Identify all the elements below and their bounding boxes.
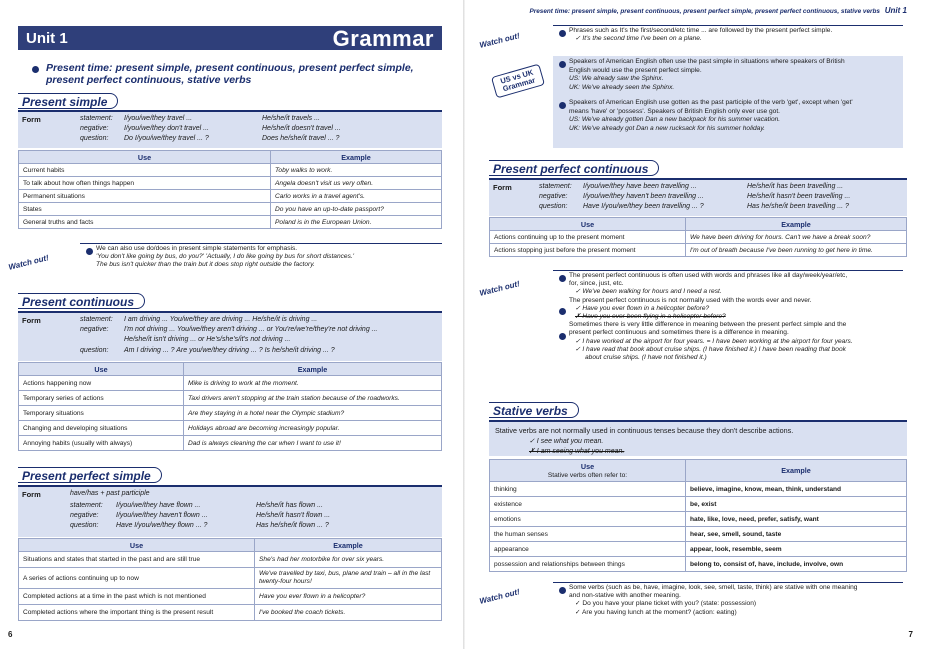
table-cell: belong to, consist of, have, include, involve, own	[686, 557, 907, 572]
form-row-label: statement:	[80, 115, 113, 122]
table-cell: Completed actions at a time in the past which is not mentioned	[19, 589, 255, 605]
note-line: Speakers of American English often use the past simple in situations where speakers of British	[569, 58, 845, 65]
table-header: Example	[686, 218, 907, 231]
form-row-a: Have I/you/we/they flown ... ?	[116, 522, 208, 529]
table-row	[19, 376, 442, 391]
table-row	[490, 497, 907, 512]
table-cell: Actions continuing up to the present moment	[490, 231, 686, 244]
note-line: ✓ I have read that book about cruise ships. (I have finished it.) I have been reading that book	[575, 345, 846, 353]
table-header: Use	[19, 151, 271, 164]
table-header: Use	[19, 539, 255, 552]
bullet-icon	[559, 333, 566, 340]
present-continuous-heading: Present continuous	[18, 293, 145, 309]
present-perfect-continuous-table	[489, 217, 907, 257]
table-cell: possession and relationships between things	[490, 557, 686, 572]
form-row-label: question:	[70, 522, 99, 529]
table-row	[19, 552, 442, 568]
watch-out-label: Watch out!	[478, 587, 521, 606]
table-header: Use	[490, 218, 686, 231]
form-row-label: statement:	[70, 502, 103, 509]
left-page	[0, 0, 464, 649]
note-line: The present perfect continuous is often used with words and phrases like all day/week/year/etc,	[569, 272, 848, 279]
table-row	[19, 605, 442, 621]
form-label: Form	[22, 490, 41, 499]
table-header: Example	[686, 460, 907, 482]
intro-bullet-icon	[32, 66, 39, 73]
form-row-label: question:	[80, 135, 109, 142]
table-cell: thinking	[490, 482, 686, 497]
form-row-label: negative:	[539, 193, 568, 200]
form-row-b: He/she/it travels ...	[262, 115, 320, 122]
table-row	[490, 231, 907, 244]
form-row-label: question:	[80, 347, 109, 354]
page-number: 6	[8, 630, 13, 639]
bullet-icon	[559, 61, 566, 68]
table-cell: Taxi drivers aren't stopping at the train station because of the roadworks.	[184, 391, 442, 406]
table-cell: emotions	[490, 512, 686, 527]
note-line: ✓ We've been walking for hours and I need a rest.	[575, 288, 722, 296]
us-uk-stamp: US vs UK Grammar	[491, 64, 545, 99]
watch-out-text	[569, 27, 899, 43]
form-row-label: statement:	[80, 316, 113, 323]
present-perfect-simple-form	[18, 485, 442, 537]
form-row-b: He/she/it hasn't flown ...	[256, 512, 331, 519]
table-subheader: Stative verbs often refer to:	[547, 471, 628, 479]
note-line: US: We already saw the Sphinx.	[569, 75, 664, 82]
table-row	[490, 244, 907, 257]
form-label: Form	[22, 316, 41, 325]
note-line: present perfect continuous and sometimes there is a difference in meaning.	[569, 329, 789, 337]
bullet-icon	[559, 275, 566, 282]
table-header: Example	[271, 151, 442, 164]
table-row	[490, 482, 907, 497]
form-row-label: negative:	[80, 125, 109, 132]
table-cell: States	[19, 203, 271, 216]
intro-heading: Present time: present simple, present continuous, present perfect simple, present perfect continuous, stative verbs	[46, 62, 414, 86]
unit-label: Unit 1	[26, 30, 68, 47]
watch-out-text	[569, 584, 903, 617]
table-header: Use	[19, 363, 184, 376]
table-cell: I'm out of breath because I've been running to get here in time.	[686, 244, 907, 257]
table-cell: Carlo works in a travel agent's.	[271, 190, 442, 203]
table-row	[19, 177, 442, 190]
form-row-label: question:	[539, 203, 568, 210]
running-head-unit: Unit 1	[884, 6, 907, 15]
form-row-label: negative:	[70, 512, 99, 519]
note-line: ✓ Have you ever flown in a helicopter before?	[575, 304, 710, 312]
note-line: ✗ Have you ever been flying in a helicopter before?	[575, 313, 726, 321]
table-cell: Poland is in the European Union.	[271, 216, 442, 229]
table-row	[19, 216, 442, 229]
page-number: 7	[908, 630, 913, 639]
form-row-label: negative:	[80, 326, 109, 333]
table-cell: We've travelled by taxi, bus, plane and train – all in the last twenty-four hours!	[255, 568, 442, 589]
present-continuous-table	[18, 362, 442, 451]
table-cell: We have been driving for hours. Can't we have a break soon?	[686, 231, 907, 244]
note-line: We can also use do/does in present simple statements for emphasis.	[96, 245, 298, 252]
table-row	[19, 391, 442, 406]
table-row	[19, 568, 442, 589]
present-continuous-form	[18, 311, 442, 361]
watch-out-label: Watch out!	[7, 253, 50, 272]
stative-correct-example: ✓ I see what you mean.	[529, 438, 604, 445]
form-row-a: I/you/we/they haven't been travelling ...	[583, 193, 704, 200]
form-row-label: statement:	[539, 183, 572, 190]
table-cell: General truths and facts	[19, 216, 271, 229]
right-page	[465, 0, 929, 649]
present-simple-table	[18, 150, 442, 229]
table-row	[19, 406, 442, 421]
table-cell: existence	[490, 497, 686, 512]
table-row	[490, 512, 907, 527]
table-row	[19, 436, 442, 451]
watch-out-text	[569, 272, 903, 362]
table-cell: Changing and developing situations	[19, 421, 184, 436]
note-line: for, since, just, etc.	[569, 280, 624, 288]
table-row	[490, 557, 907, 572]
table-cell: Angela doesn't visit us very often.	[271, 177, 442, 190]
form-intro: have/has + past participle	[70, 490, 150, 497]
form-row-a: I/you/we/they have flown ...	[116, 502, 201, 509]
table-row	[19, 203, 442, 216]
bullet-icon	[559, 587, 566, 594]
table-cell: be, exist	[686, 497, 907, 512]
bullet-icon	[559, 102, 566, 109]
table-cell: hate, like, love, need, prefer, satisfy, want	[686, 512, 907, 527]
table-cell: Have you ever flown in a helicopter?	[255, 589, 442, 605]
table-cell: Holidays abroad are becoming increasingly popular.	[184, 421, 442, 436]
form-row-a: Am I driving ... ? Are you/we/they driving ... ? Is he/she/it driving ... ?	[124, 347, 335, 354]
stative-intro: Stative verbs are not normally used in continuous tenses because they don't describe actions.	[495, 426, 794, 435]
bullet-icon	[86, 248, 93, 255]
form-row-b: He/she/it doesn't travel ...	[262, 125, 341, 132]
table-cell: Actions happening now	[19, 376, 184, 391]
table-row	[19, 190, 442, 203]
unit-title-bar	[18, 26, 442, 50]
note-line: Phrases such as It's the first/second/etc time ... are followed by the present perfect simple.	[569, 27, 833, 34]
watch-out-label: Watch out!	[478, 31, 521, 50]
form-row-b: Has he/she/it flown ... ?	[256, 522, 329, 529]
table-cell: Toby walks to work.	[271, 164, 442, 177]
table-row	[19, 421, 442, 436]
form-row-a: Do I/you/we/they travel ... ?	[124, 135, 209, 142]
table-cell: Actions stopping just before the present moment	[490, 244, 686, 257]
table-cell: Temporary situations	[19, 406, 184, 421]
note-line: and non-stative with another meaning.	[569, 592, 681, 600]
table-cell: Do you have an up-to-date passport?	[271, 203, 442, 216]
stative-verbs-heading: Stative verbs	[489, 402, 579, 418]
form-label: Form	[493, 183, 512, 192]
note-line: ✓ Do you have your plane ticket with you? (state: possession)	[575, 600, 757, 608]
form-row-b: He/she/it has flown ...	[256, 502, 323, 509]
watch-out-label: Watch out!	[478, 279, 521, 298]
running-head	[529, 6, 907, 15]
table-cell: hear, see, smell, sound, taste	[686, 527, 907, 542]
form-row-a: I/you/we/they travel ...	[124, 115, 193, 122]
form-row-b: He/she/it hasn't been travelling ...	[747, 193, 851, 200]
present-simple-form	[18, 110, 442, 148]
note-line: The bus isn't quicker than the train but it does stop right outside the factory.	[96, 261, 315, 269]
note-line: ✓ Are you having lunch at the moment? (action: eating)	[575, 608, 737, 616]
present-perfect-simple-heading: Present perfect simple	[18, 467, 162, 483]
note-line: US: We've already gotten Dan a new backpack for his summer vacation.	[569, 116, 781, 123]
table-cell: Completed actions where the important thing is the present result	[19, 605, 255, 621]
table-cell: Situations and states that started in the past and are still true	[19, 552, 255, 568]
form-row-a: I am driving ... You/we/they are driving ... He/she/it is driving ...	[124, 316, 318, 323]
table-cell: She's had her motorbike for over six years.	[255, 552, 442, 568]
table-cell: Temporary series of actions	[19, 391, 184, 406]
note-line: UK: We've already got Dan a new rucksack for his summer holiday.	[569, 124, 765, 132]
bullet-icon	[559, 308, 566, 315]
table-cell: A series of actions continuing up to now	[19, 568, 255, 589]
stative-incorrect-example: ✗ I am seeing what you mean.	[529, 448, 625, 455]
table-row	[19, 164, 442, 177]
table-cell: Are they staying in a hotel near the Olympic stadium?	[184, 406, 442, 421]
table-cell: I've booked the coach tickets.	[255, 605, 442, 621]
running-head-text: Present time: present simple, present continuous, present perfect simple, present perfect continuous, stative verbs	[529, 8, 880, 15]
stative-verbs-table	[489, 459, 907, 572]
table-header: Example	[255, 539, 442, 552]
note-line: Sometimes there is very little difference in meaning between the present perfect simple and the	[569, 321, 847, 329]
table-header-use: Use	[580, 461, 595, 471]
page-title: Grammar	[332, 26, 434, 51]
table-header: Example	[184, 363, 442, 376]
table-header	[490, 460, 686, 482]
note-line: Speakers of American English use gotten as the past participle of the verb 'get', except when 'get'	[569, 99, 853, 106]
table-cell: believe, imagine, know, mean, think, understand	[686, 482, 907, 497]
table-row	[490, 527, 907, 542]
watch-out-text	[96, 245, 440, 270]
table-cell: appear, look, resemble, seem	[686, 542, 907, 557]
form-row-a: I/you/we/they have been travelling ...	[583, 183, 697, 190]
present-simple-heading: Present simple	[18, 93, 118, 109]
note-line: ✓ I have worked at the airport for four years. = I have been working at the airport for four years.	[575, 337, 853, 345]
table-cell: appearance	[490, 542, 686, 557]
present-perfect-continuous-form	[489, 178, 907, 216]
form-label: Form	[22, 115, 41, 124]
note-line: The present perfect continuous is not normally used with the words ever and never.	[569, 296, 812, 304]
table-cell: Permanent situations	[19, 190, 271, 203]
form-row-a: I/you/we/they don't travel ...	[124, 125, 209, 132]
note-line: English would use the present perfect simple.	[569, 66, 702, 74]
note-line: means 'have' or 'possess'. Speakers of British English only ever use got.	[569, 107, 781, 115]
table-cell: Annoying habits (usually with always)	[19, 436, 184, 451]
table-row	[490, 542, 907, 557]
form-row-a: I'm not driving ... You/we/they aren't driving ... or You're/we're/they're not driving ...	[124, 326, 378, 333]
table-row	[19, 589, 442, 605]
note-line: ✓ It's the second time I've been on a plane.	[575, 35, 702, 43]
present-perfect-simple-table	[18, 538, 442, 621]
note-line: Some verbs (such as be, have, imagine, look, see, smell, taste, think) are stative with one meaning	[569, 584, 858, 591]
table-cell: Mike is driving to work at the moment.	[184, 376, 442, 391]
form-row-a: I/you/we/they haven't flown ...	[116, 512, 208, 519]
note-line: about cruise ships. (I have not finished it.)	[585, 354, 707, 362]
table-cell: the human senses	[490, 527, 686, 542]
present-perfect-continuous-heading: Present perfect continuous	[489, 160, 659, 176]
bullet-icon	[559, 30, 566, 37]
stative-verbs-intro-box	[489, 420, 907, 456]
table-cell: To talk about how often things happen	[19, 177, 271, 190]
note-line: 'You don't like going by bus, do you?' 'Actually, I do like going by bus for short distances.'	[96, 253, 354, 261]
form-row-b: He/she/it has been travelling ...	[747, 183, 844, 190]
table-cell: Current habits	[19, 164, 271, 177]
note-line: UK: We've already seen the Sphinx.	[569, 83, 675, 91]
table-cell: Dad is always cleaning the car when I want to use it!	[184, 436, 442, 451]
form-row-a: He/she/it isn't driving ... or He's/she's/it's not driving ...	[124, 336, 291, 343]
form-row-b: Does he/she/it travel ... ?	[262, 135, 340, 142]
us-uk-text	[569, 58, 899, 133]
form-row-a: Have I/you/we/they been travelling ... ?	[583, 203, 704, 210]
form-row-b: Has he/she/it been travelling ... ?	[747, 203, 849, 210]
